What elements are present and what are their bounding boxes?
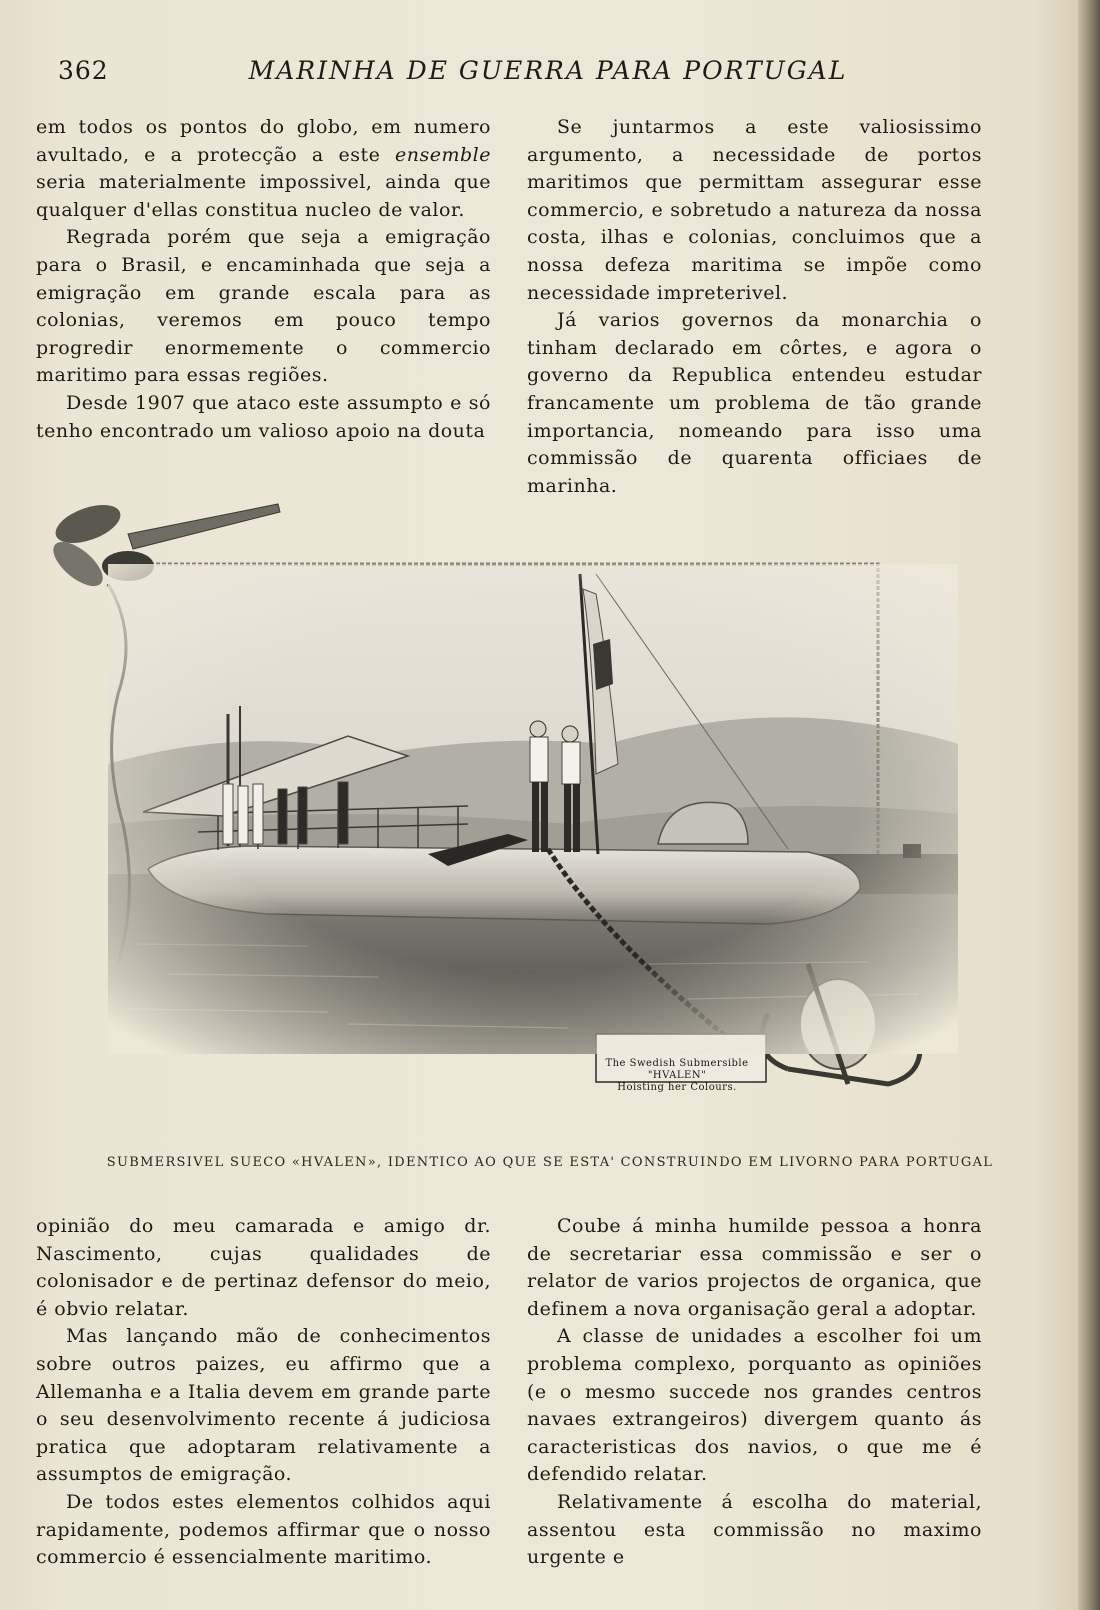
figure-caption: SUBMERSIVEL SUECO «HVALEN», IDENTICO AO QUE SE ESTA' CONSTRUINDO EM LIVORNO PARA PORTUGAL <box>106 1155 994 1170</box>
plate-label-line: The Swedish Submersible <box>605 1058 749 1069</box>
column-bottom-right <box>527 1213 982 1572</box>
text-span: em todos os pontos do globo, em numero avultado, e a protecção a este <box>36 116 491 166</box>
paragraph: A classe de unidades a escolher foi um problema complexo, porquanto as opiniões (e o mesmo succede nos grandes centros navaes extrangeiros) divergem quanto ás caracteristicas dos navios, o que me é defendido relatar. <box>527 1325 982 1486</box>
page-header <box>58 56 978 96</box>
text-span: seria materialmente impossivel, ainda que qualquer d'ellas constitua nucleo de valor. <box>36 171 491 221</box>
italic-term: ensemble <box>395 143 491 166</box>
plate-label-line: "HVALEN" <box>647 1070 707 1081</box>
paragraph: Relativamente á escolha do material, assentou esta commissão no maximo urgente e <box>527 1490 982 1569</box>
paragraph: De todos estes elementos colhidos aqui rapidamente, podemos affirmar que o nosso commercio é essencialmente maritimo. <box>36 1490 491 1569</box>
column-top-left <box>36 114 491 445</box>
running-title: MARINHA DE GUERRA PARA PORTUGAL <box>248 56 848 85</box>
paragraph: opinião do meu camarada e amigo dr. Nascimento, cujas qualidades de colonisador e de pertinaz defensor do meio, é obvio relatar. <box>36 1215 491 1320</box>
photo-vignette <box>108 564 958 1054</box>
paragraph: Mas lançando mão de conhecimentos sobre outros paizes, eu affirmo que a Allemanha e a Italia devem em grande parte o seu desenvolvimento recente á judiciosa pratica que adoptaram relativamente a assumptos de emigração. <box>36 1325 491 1486</box>
paragraph: Já varios governos da monarchia o tinham declarado em côrtes, e agora o governo da Republica entendeu estudar francamente um problema de tão grande importancia, nomeando para isso uma commissão de quarenta officiaes de marinha. <box>527 309 982 497</box>
submarine-photograph <box>48 494 978 1114</box>
page-number: 362 <box>58 56 109 85</box>
paragraph: Desde 1907 que ataco este assumpto e só tenho encontrado um valioso apoio na douta <box>36 391 491 442</box>
column-top-right <box>527 114 982 500</box>
paragraph: Regrada porém que seja a emigração para o Brasil, e encaminhada que seja a emigração em grande escala para as colonias, veremos em pouco tempo progredir enormemente o commercio maritimo para essas regiões. <box>36 226 491 387</box>
paragraph: Se juntarmos a este valiosissimo argumento, a necessidade de portos maritimos que permittam assegurar esse commercio, e sobretudo a natureza da nossa costa, ilhas e colonias, concluimos que a nossa defeza maritima se impõe como necessidade impreterivel. <box>527 116 982 304</box>
plate-label-line: Hoisting her Colours. <box>617 1082 737 1093</box>
submarine-illustration <box>48 494 978 1114</box>
paragraph <box>36 114 491 224</box>
plate-label <box>592 1058 762 1094</box>
book-gutter <box>1078 0 1100 1610</box>
column-bottom-left <box>36 1213 491 1572</box>
paragraph: Coube á minha humilde pessoa a honra de secretariar essa commissão e ser o relator de varios projectos de organica, que definem a nova organisação geral a adoptar. <box>527 1215 982 1320</box>
